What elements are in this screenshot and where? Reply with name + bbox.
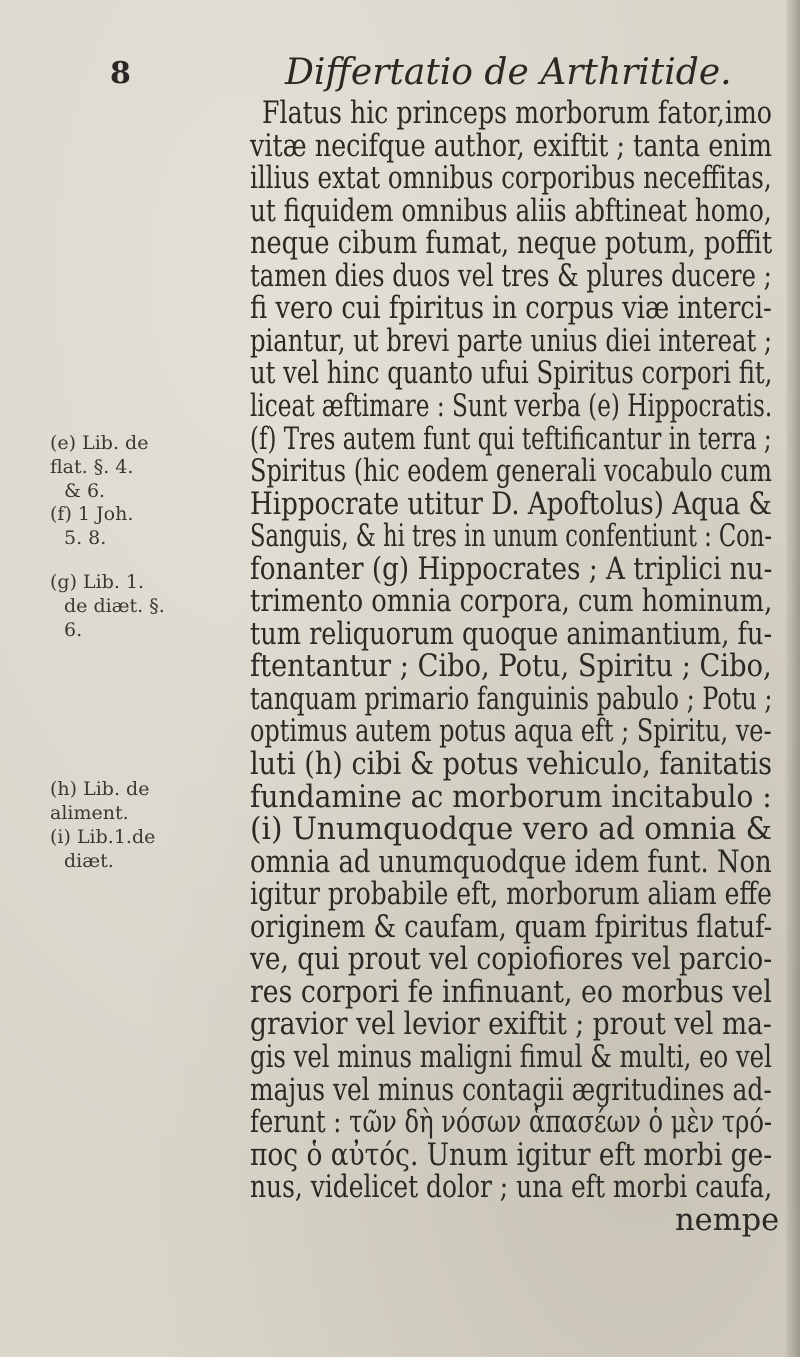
text-line: tanquam primario fanguinis pabulo ; Potu ; (250, 681, 773, 717)
text-line: piantur, ut brevi parte unius diei intereat ; (250, 323, 773, 359)
text-line: vitæ necifque author, exiftit ; tanta enim (250, 128, 772, 164)
running-head: Differtatio de Arthritide. (285, 52, 732, 93)
text-line: ftentantur ; Cibo, Potu, Spiritu ; Cibo, (250, 649, 772, 685)
text-line: majus vel minus contagii ægritudines ad- (250, 1072, 772, 1108)
text-line: gravior vel levior exiftit ; prout vel ma- (250, 1007, 772, 1043)
text-line: ferunt : τῶν δὴ νόσων ἁπασέων ὁ μὲν τρό- (250, 1105, 773, 1141)
page-number: 8 (110, 56, 132, 91)
margin-note: (g) Lib. 1. (50, 571, 145, 593)
text-line: fonanter (g) Hippocrates ; A triplici nu- (250, 551, 773, 587)
text-line: ve, qui prout vel copiofiores vel parcio- (250, 942, 773, 978)
text-line: trimento omnia corpora, cum hominum, (250, 584, 773, 620)
text-line: fundamine ac morborum incitabulo : (250, 779, 772, 815)
margin-note: & 6. (64, 480, 106, 502)
text-line: ut fiquidem omnibus aliis abftineat homo, (250, 193, 772, 229)
text-line: liceat æftimare : Sunt verba (e) Hippocratis. (250, 388, 773, 424)
text-line: Spiritus (hic eodem generali vocabulo cum (250, 454, 772, 490)
margin-note: flat. §. 4. (50, 456, 134, 478)
margin-note: (e) Lib. de (50, 432, 149, 454)
text-line: πος ὁ αὐτός. Unum igitur eft morbi ge- (250, 1137, 773, 1173)
text-line: tum reliquorum quoque animantium, fu- (250, 616, 773, 652)
text-line: gis vel minus maligni fimul & multi, eo vel (250, 1039, 772, 1075)
margin-note: 5. 8. (64, 527, 107, 549)
text-line: res corpori fe infinuant, eo morbus vel (250, 974, 772, 1010)
margin-note: aliment. (50, 802, 129, 824)
text-line: luti (h) cibi & potus vehiculo, fanitatis (250, 747, 773, 782)
text-line: igitur probabile eft, morborum aliam effe (250, 877, 772, 913)
margin-note: (i) Lib.1.de (50, 826, 156, 848)
margin-note: (f) 1 Joh. (50, 503, 134, 525)
text-line: originem & caufam, quam fpiritus flatuf- (250, 909, 773, 945)
text-line: Hippocrate utitur D. Apoftolus) Aqua & (250, 486, 772, 522)
text-line: Flatus hic princeps morborum fator,imo (262, 96, 772, 131)
text-line: optimus autem potus aqua eft ; Spiritu, ve- (250, 714, 772, 750)
text-line: ut vel hinc quanto ufui Spiritus corpori fit, (250, 356, 773, 392)
margin-note: 6. (64, 619, 83, 641)
text-line: nempe (675, 1202, 780, 1238)
text-line: tamen dies duos vel tres & plures ducere ; (250, 258, 772, 294)
margin-note: de diæt. §. (64, 595, 165, 617)
text-line: illius extat omnibus corporibus neceffitas, (250, 161, 772, 197)
margin-note: (h) Lib. de (50, 778, 150, 800)
text-line: omnia ad unumquodque idem funt. Non (250, 844, 772, 880)
text-line: Sanguis, & hi tres in unum confentiunt : Con- (250, 519, 772, 555)
text-line: (f) Tres autem funt qui teftificantur in terra ; (250, 421, 772, 457)
text-line: fi vero cui fpiritus in corpus viæ interci- (250, 291, 772, 327)
margin-note: diæt. (64, 850, 114, 872)
text-line: neque cibum fumat, neque potum, poffit (250, 226, 773, 262)
text-line: (i) Unumquodque vero ad omnia & (250, 812, 773, 848)
text-line: nus, videlicet dolor ; una eft morbi caufa, (250, 1170, 773, 1206)
